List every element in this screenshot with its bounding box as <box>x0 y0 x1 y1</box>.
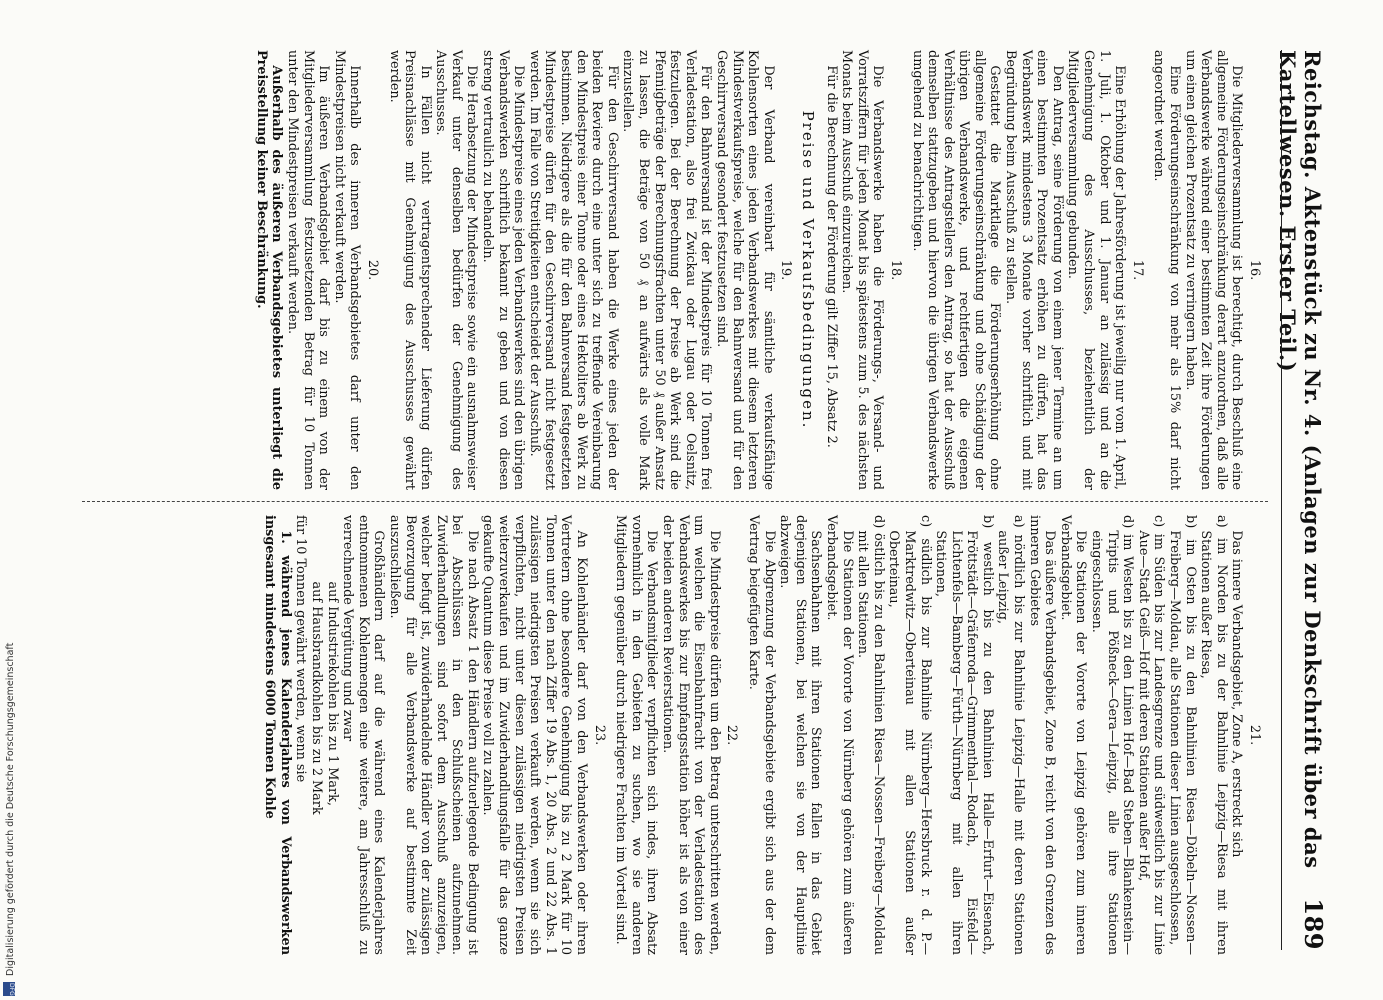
paragraph: Die Herabsetzung der Mindestpreise sowie ein ausnahmsweiser Verkauf unter denselben bedürfen der Genehmigung des Ausschusses. <box>432 50 479 490</box>
paragraph: Für die Berechnung der Förderung gilt Ziffer 15, Absatz 2. <box>823 65 839 448</box>
header-rule <box>1281 50 1282 950</box>
section-number: 20. <box>364 259 380 281</box>
paragraph: Gestattet die Marktlage die Förderungserhöhung ohne allgemeine Förderungseinschränkung und ohne Schädigung der übrigen Verbandswerke, und rechtfertigen die eigenen Verhältnisse des Antragstellers den Antrag, so hat der Ausschuß demselben stattzugeben und hiervon die übrigen Verbandswerke umgehend zu benachrichtigen. <box>909 50 1002 490</box>
list-item: b) im Osten bis zu den Bahnlinien Riesa—Döbeln—Nossen—Freiberg—Moldau, alle Stationen dieser Linien ausgeschlossen, <box>1166 515 1198 955</box>
paragraph: Die Stationen der Vororte von Leipzig gehören zum inneren Verbandsgebiet. <box>1057 515 1088 955</box>
paragraph: Für den Bahnversand ist der Mindestpreis für 10 Tonnen frei Verladestation, also frei Zwickau oder Lugau oder Oelsnitz, festzulegen. Bei der Berechnung der Preise ab Werk sind die Pfennigbeträge der Berechnungsfrachten unter 50 ₰ außer Ansatz zu lassen, die Beträge von 50 ₰ an aufwärts als volle Mark einzustellen. <box>619 50 713 490</box>
section-number: 22. <box>723 724 739 746</box>
digitization-stamp <box>2 594 18 994</box>
left-column <box>253 50 1268 490</box>
paragraph: Im äußeren Verbandsgebiet darf bis zu einem von der Mitgliederversammlung festzusetzenden Betrag für 10 Tonnen unter den Mindestpreisen verkauft werden. <box>284 50 331 490</box>
section-number: 17. <box>1129 259 1145 281</box>
dfg-logo: DFG <box>3 982 15 996</box>
paragraph: Eine Erhöhung der Jahresförderung ist jeweilig nur vom 1. April, 1. Juli, 1. Oktober und 1. Januar an zulässig und an die Genehmigung des Ausschusses, beziehentlich der Mitgliederversammlung gebunden. <box>1064 50 1127 490</box>
section-number: 23. <box>591 724 607 746</box>
page-number: 189 <box>1298 898 1328 950</box>
paragraph: Eine Förderungseinschränkung von mehr als 15% darf nicht angeordnet werden. <box>1150 50 1182 490</box>
list-item: c) südlich bis zur Bahnlinie Nürnberg—Hersbruck r. d. P.—Marktredwitz—Oberteinau mit allen Stationen außer Oberteinau, <box>885 515 933 955</box>
section-number: 21. <box>1246 724 1262 746</box>
paragraph: Die Mitgliederversammlung ist berechtigt, durch Beschluß eine allgemeine Förderungseinschränkung derart anzuordnen, daß alle Verbandswerke während einer bestimmten Zeit ihre Förderungen um einen gleichen Prozentsatz zu verringern haben. <box>1182 50 1244 490</box>
paragraph: Die Mindestpreise eines jeden Verbandswerkes sind den übrigen Verbandswerken schriftlich bekannt zu geben und von diesen streng vertraulich zu behandeln. <box>479 50 526 490</box>
paragraph: Großhändlern darf auf die während eines Kalenderjahres entnommenen Kohlenmengen eine weitere, am Jahresschluß zu verrechnende Vergütung und zwar <box>339 515 386 955</box>
page-header <box>1274 50 1328 950</box>
paragraph: Den Antrag, seine Förderung von einem jener Termine an um einen bestimmten Prozentsatz erhöhen zu dürfen, hat das Verbandswerk mindestens 3 Monate vorher schriftlich und mit Begründung beim Ausschuß zu stellen. <box>1002 50 1065 490</box>
paragraph: In Fällen nicht vertragentsprechender Lieferung dürfen Preisnachlässe mit Genehmigung des Ausschusses gewährt werden. <box>386 50 433 490</box>
paragraph: auf Industriekohlen bis zu 1 Mark, <box>324 581 340 806</box>
right-column <box>261 515 1267 955</box>
stamp-text: Digitalisierung gefördert durch die Deutsche Forschungsgemeinschaft <box>5 642 16 976</box>
paragraph: 1. während jenes Kalenderjahres von Verbandswerken insgesamt mindestens 6000 Tonnen Kohle <box>261 515 293 955</box>
paragraph: Die nach Absatz 1 den Händlern aufzuerlegende Bedingung ist bei Abschlüssen in den Schlußscheinen aufzunehmen. Zuwiderhandlungen sind sofort dem Ausschuß anzuzeigen, welcher befugt ist, zuwiderhandelnde Händler von der zulässigen Bevorzugung für alle Verbandswerke auf bestimmte Zeit auszuschließen. <box>386 515 480 955</box>
list-item: d) im Westen bis zu den Linien Hof—Bad Steben—Blankenstein—Triptis und Pößneck—Gera—Leipzig, alle ihre Stationen eingeschlossen. <box>1088 515 1135 955</box>
list-item: a) im Norden bis zu der Bahnlinie Leipzig—Riesa mit ihren Stationen außer Riesa, <box>1197 515 1229 955</box>
column-divider <box>82 501 1268 502</box>
paragraph: Der Verband vereinbart für sämtliche verkaufsfähige Kohlensorten eines jeden Verbandswerkes mit diesem letzteren Mindestverkaufspreise, welche für den Bahnversand und für den Geschirrversand gesondert festzusetzen sind. <box>713 50 776 490</box>
section-number: 16. <box>1246 259 1262 281</box>
rotated-page-content <box>42 20 1342 980</box>
header-title: Reichstag. Aktenstück zu Nr. 4. (Anlagen zur Denkschrift über das Kartellwesen. Erster Teil.) <box>1274 50 1325 869</box>
paragraph: Die Stationen der Vororte von Nürnberg gehören zum äußeren Verbandsgebiet. <box>823 515 855 955</box>
paragraph: Das innere Verbandsgebiet, Zone A, erstreckt sich <box>1228 530 1244 858</box>
paragraph: An Kohlenhändler darf von den Verbandswerken oder ihren Vertretern ohne besondere Genehmigung bis zu 2 Mark für 10 Tonnen unter den nach Ziffer 19 Abs. 1, 20 Abs. 2 und 22 Abs. 1 zulässigen niedrigsten Preisen verkauft werden, wenn sie sich verpflichten, nicht unter diesen zulässigen niedrigsten Preisen weiterzuverkaufen und im Zuwiderhandlungsfalle für das ganze gekaufte Quantum diese Preise voll zu zahlen. <box>480 515 589 955</box>
section-number: 18. <box>887 259 903 281</box>
list-item: b) westlich bis zu den Bahnlinien Halle—Erfurt—Eisenach, Fröttstädt—Gräfenroda—Grimmenthal—Rodach, Eisfeld—Lichtenfels—Bamberg—Fürth—Nürnberg mit allen ihren Stationen, <box>932 515 995 955</box>
list-item: a) nördlich bis zur Bahnlinie Leipzig—Halle mit deren Stationen außer Leipzig, <box>995 515 1026 955</box>
section-heading: Preise und Verkaufsbedingungen. <box>798 110 817 430</box>
section-number: 19. <box>777 259 793 281</box>
paragraph: Die Verbandswerke haben die Förderungs-, Versand- und Vorratsziffern für jeden Monat bis spätestens zum 5. des nächsten Monats beim Ausschuß einzureichen. <box>838 50 885 490</box>
paragraph: Die Mindestpreise dürfen um den Betrag unterschritten werden, um welchen die Eisenbahnfracht von der Verladestation des Verbandswerkes bis zur Empfangsstation höher ist als von einer der beiden anderen Revierstationen. <box>659 515 722 955</box>
paragraph: Die Abgrenzung der Verbandsgebiete ergibt sich aus der dem Vertrag beigefügten Karte. <box>745 515 777 955</box>
paragraph: Sachsenbahnen mit ihren Stationen fallen in das Gebiet derjenigen Stationen, bei welchen sie von der Hauptlinie abzweigen. <box>776 515 823 955</box>
paragraph: auf Hausbrandkohlen bis zu 2 Mark <box>308 581 324 815</box>
paragraph: Das äußere Verbandsgebiet, Zone B, reicht von den Grenzen des inneren Gebietes <box>1026 515 1057 955</box>
paragraph: Außerhalb des äußeren Verbandsgebietes unterliegt die Preisstellung keiner Beschränkung. <box>253 50 284 490</box>
list-item: d) östlich bis zu den Bahnlinien Riesa—Nossen—Freiberg—Moldau mit allen Stationen. <box>854 515 886 955</box>
paragraph: Die Verbandsmitglieder verpflichten sich indes, ihren Absatz vornehmlich in den Gebieten zu suchen, wo sie anderen Mitgliedern gegenüber durch niedrigere Frachten im Vorteil sind. <box>612 515 659 955</box>
paragraph: für 10 Tonnen gewährt werden, wenn sie <box>292 515 308 783</box>
paragraph: Innerhalb des inneren Verbandsgebietes darf unter den Mindestpreisen nicht verkauft werden. <box>331 50 362 490</box>
list-item: c) im Süden bis zur Landesgrenze und südwestlich bis zur Linie Aue—Stadt Geiß—Hof mit deren Stationen außer Hof, <box>1135 515 1166 955</box>
paragraph: Für den Geschirrversand haben die Werke eines jeden der beiden Reviere durch eine unter sich zu treffende Vereinbarung den Mindestpreis einer Tonne oder eines Hektoliters ab Werk zu bestimmen. Niedrigere als die für den Bahnversand festgesetzten Mindestpreise dürfen für den Geschirrversand nicht festgesetzt werden. Im Falle von Streitigkeiten entscheidet der Ausschuß. <box>526 50 620 490</box>
